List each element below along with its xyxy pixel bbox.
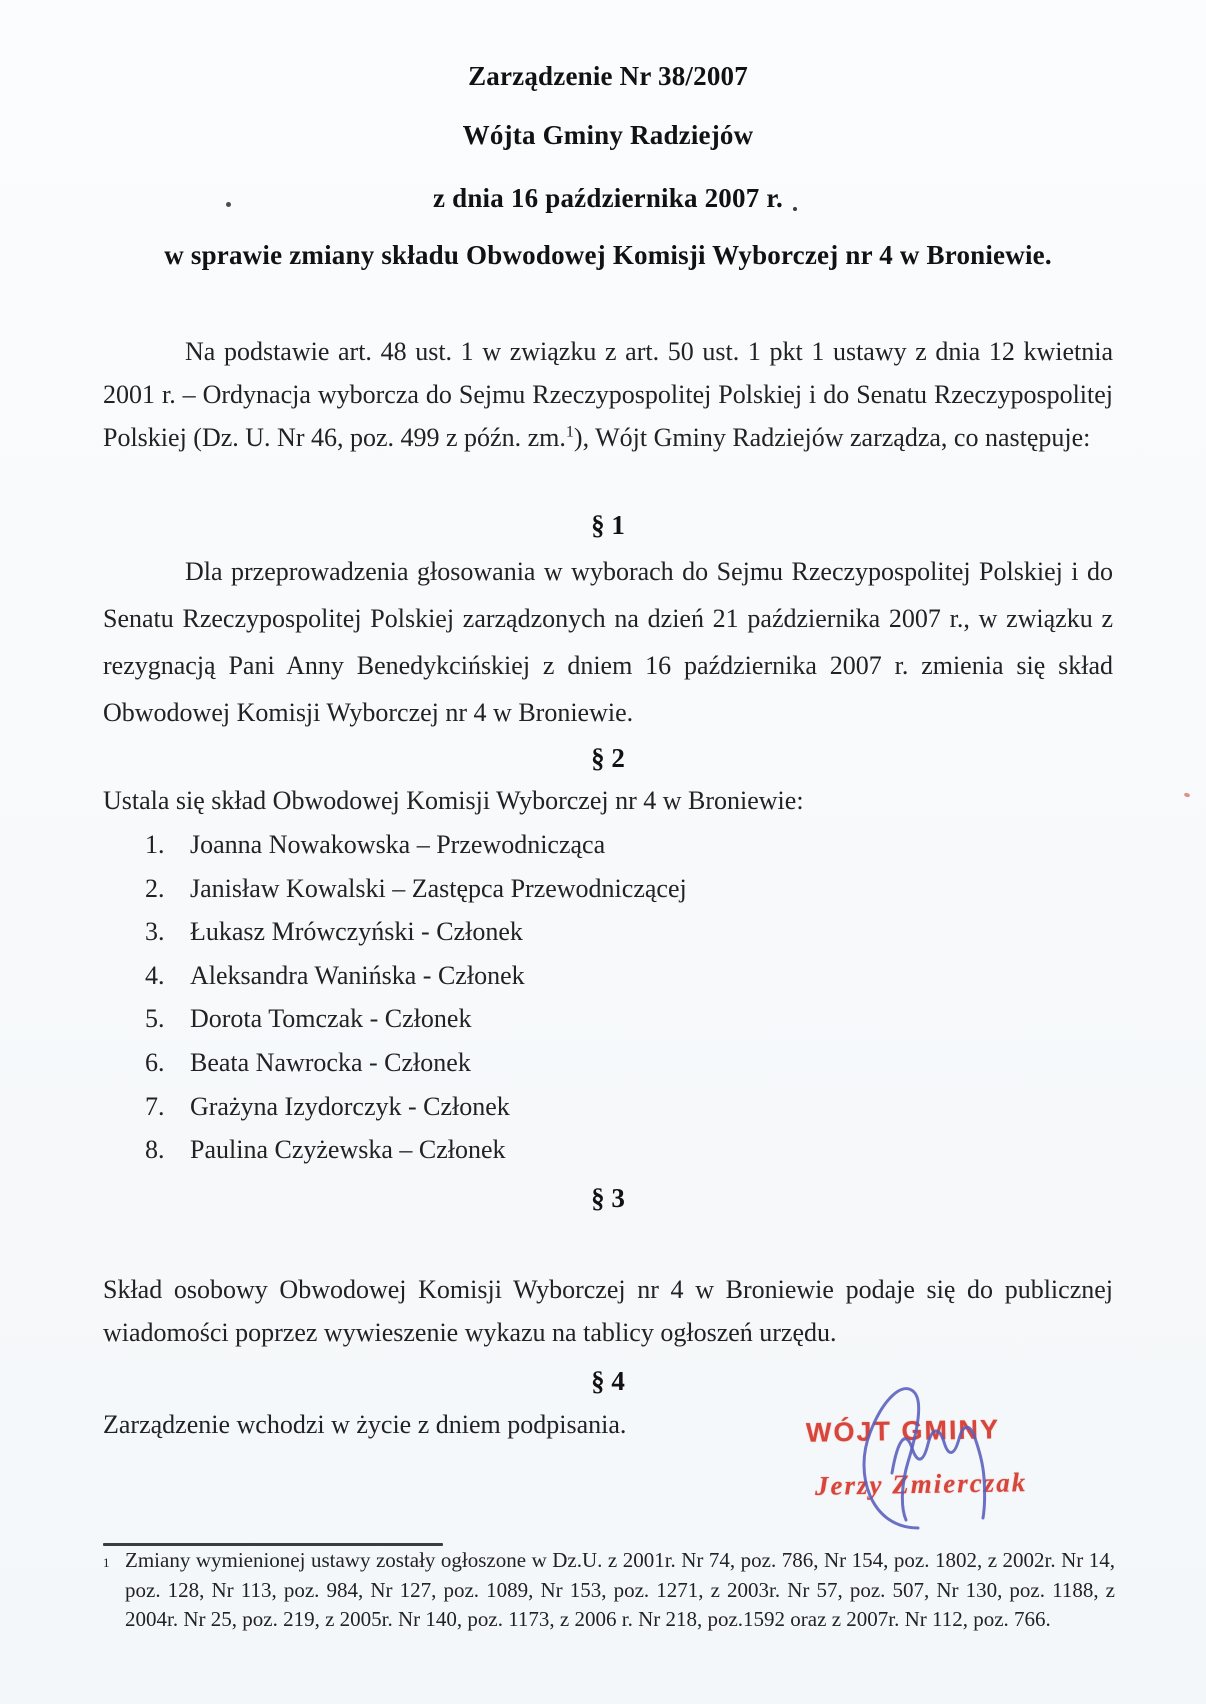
- section-4-body: Zarządzenie wchodzi w życie z dniem podpisania.: [103, 1410, 627, 1439]
- section-3-mark: § 3: [591, 1183, 625, 1213]
- scan-speck: [793, 207, 797, 211]
- subject-line: w sprawie zmiany składu Obwodowej Komisji Wyborczej nr 4 w Broniewie.: [164, 240, 1052, 270]
- section-2-intro: Ustala się skład Obwodowej Komisji Wyborczej nr 4 w Broniewie:: [103, 786, 804, 815]
- member-list-item: [145, 954, 1045, 998]
- legal-basis-tail: ), Wójt Gminy Radziejów zarządza, co następuje:: [573, 423, 1091, 452]
- member-list-item: [145, 910, 1045, 954]
- signature-scribble: [840, 1378, 1040, 1536]
- legal-basis-text: Na podstawie art. 48 ust. 1 w związku z art. 50 ust. 1 pkt 1 ustawy z dnia 12 kwietnia 2001 r. – Ordynacja wyborcza do Sejmu Rzeczypospolitej Polskiej i do Senatu Rzeczypospolitej Polskiej (Dz. U. Nr 46, poz. 499 z późn. zm.: [103, 337, 1113, 452]
- member-number: 8.: [145, 1135, 165, 1165]
- section-3-body: Skład osobowy Obwodowej Komisji Wyborczej nr 4 w Broniewie podaje się do publicznej wiadomości poprzez wywieszenie wykazu na tablicy ogłoszeń urzędu.: [103, 1275, 1113, 1347]
- member-number: 7.: [145, 1091, 165, 1121]
- member-name: Janisław Kowalski – Zastępca Przewodniczącej: [190, 873, 687, 903]
- section-1-body: Dla przeprowadzenia głosowania w wyborach do Sejmu Rzeczypospolitej Polskiej i do Senatu Rzeczypospolitej Polskiej zarządzonych na dzień 21 października 2007 r., w związku z rezygnacją Pani Anny Benedykcińskiej z dniem 16 października 2007 r. zmienia się skład Obwodowej Komisji Wyborczej nr 4 w Broniewie.: [103, 557, 1113, 727]
- issuer-line: Wójta Gminy Radziejów: [462, 120, 754, 150]
- member-name: Beata Nawrocka - Członek: [190, 1047, 471, 1077]
- footnote-reference: 1: [565, 423, 574, 441]
- member-list-item: [145, 1041, 1045, 1085]
- member-name: Dorota Tomczak - Członek: [190, 1004, 472, 1034]
- section-4-mark: § 4: [591, 1366, 625, 1396]
- section-1-mark: § 1: [591, 510, 625, 540]
- ordinance-number: Zarządzenie Nr 38/2007: [468, 61, 748, 91]
- member-number: 2.: [145, 873, 165, 903]
- member-number: 4.: [145, 960, 165, 990]
- member-name: Grażyna Izydorczyk - Członek: [190, 1091, 510, 1121]
- date-line: z dnia 16 października 2007 r.: [432, 183, 784, 213]
- member-list-item: [145, 867, 1045, 911]
- member-number: 3.: [145, 917, 165, 947]
- mayor-stamp-name: Jerzy Zmierczak: [814, 1467, 1028, 1501]
- signature-stroke-loop: [864, 1389, 919, 1528]
- committee-member-list: [145, 823, 1045, 1172]
- legal-basis-paragraph: [103, 330, 1113, 459]
- footnote: [103, 1546, 1115, 1635]
- member-list-item: [145, 997, 1045, 1041]
- member-number: 1.: [145, 830, 165, 859]
- member-name: Joanna Nowakowska – Przewodnicząca: [190, 830, 606, 859]
- member-number: 5.: [145, 1004, 165, 1034]
- member-list-item: [145, 1085, 1045, 1129]
- member-number: 6.: [145, 1047, 165, 1077]
- member-name: Łukasz Mrówczyński - Członek: [190, 917, 523, 947]
- footnote-text: Zmiany wymienionej ustawy zostały ogłoszone w Dz.U. z 2001r. Nr 74, poz. 786, Nr 154, poz. 1802, z 2002r. Nr 14, poz. 128, Nr 113, poz. 984, Nr 127, poz. 1089, Nr 153, poz. 1271, z 2003r. Nr 57, poz. 507, Nr 130, poz. 1188, z 2004r. Nr 25, poz. 219, z 2005r. Nr 140, poz. 1173, z 2006 r. Nr 218, poz.1592 oraz z 2007r. Nr 112, poz. 766.: [125, 1548, 1115, 1631]
- member-list-item: [145, 1128, 1045, 1172]
- section-2-mark: § 2: [591, 743, 625, 773]
- scan-speck-red: [1183, 792, 1190, 798]
- member-name: Paulina Czyżewska – Członek: [190, 1135, 506, 1165]
- scan-speck: [226, 202, 231, 207]
- member-name: Aleksandra Wanińska - Członek: [190, 960, 525, 990]
- mayor-stamp-title: WÓJT GMINY: [805, 1414, 1001, 1448]
- member-list-item: [145, 823, 1045, 867]
- footnote-marker: 1: [103, 1555, 110, 1570]
